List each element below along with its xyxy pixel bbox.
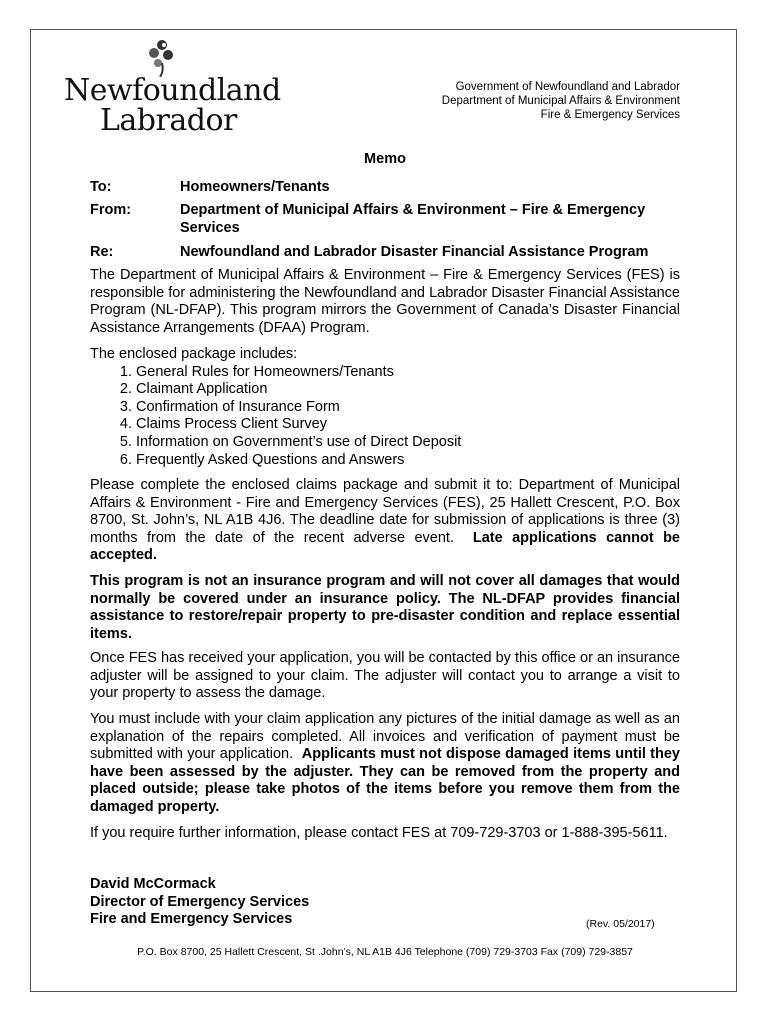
list-item: 4. Claims Process Client Survey <box>136 416 680 434</box>
list-item: 2. Claimant Application <box>136 381 680 399</box>
signature-block <box>90 876 309 929</box>
submission-deadline-warning: Late applications cannot be accepted. <box>90 529 680 564</box>
package-list <box>90 364 680 470</box>
signature-name: David McCormack <box>90 876 216 892</box>
package-list-block <box>90 346 680 469</box>
government-address-block <box>442 80 680 122</box>
from-label: From: <box>90 202 132 218</box>
footer-address: P.O. Box 8700, 25 Hallett Crescent, St .John’s, NL A1B 4J6 Telephone (709) 729-3703 Fax (709) 729-3857 <box>137 946 633 958</box>
logo-text-newfoundland: Newfoundland <box>64 73 281 108</box>
pictures-text: You must include with your claim application any pictures of the initial damage as well as an explanation of the repairs completed. All invoices and verification of payment must be submitted with your application. <box>90 711 680 763</box>
gov-line: Department of Municipal Affairs & Environment <box>441 95 680 107</box>
signature-dept: Fire and Emergency Services <box>90 911 293 928</box>
to-value: Homeowners/Tenants <box>180 179 330 195</box>
logo-text-labrador: Labrador <box>100 103 237 138</box>
re-value: Newfoundland and Labrador Disaster Financial Assistance Program <box>180 244 649 260</box>
paragraph-adjuster: Once FES has received your application, you will be contacted by this office or an insurance adjuster will be assigned to your claim. The adjuster will contact you to arrange a visit to your property to assess the damage. <box>90 650 680 702</box>
gov-line: Fire & Emergency Services <box>540 109 680 121</box>
package-intro: The enclosed package includes: <box>90 346 298 362</box>
list-item: 3. Confirmation of Insurance Form <box>136 399 680 417</box>
memo-title: Memo <box>364 151 406 167</box>
to-label: To: <box>90 179 112 195</box>
disclaimer-text: This program is not an insurance program and will not cover all damages that would normally be covered under an insurance policy. The NL-DFAP provides financial assistance to restore/repair property to pre-disaster condition and replace essential items. <box>90 573 680 642</box>
pitcher-plant-icon <box>142 37 182 77</box>
revision-label: (Rev. 05/2017) <box>586 918 655 930</box>
list-item: 5. Information on Government’s use of Direct Deposit <box>136 434 680 452</box>
paragraph-submission <box>90 477 680 565</box>
paragraph-contact: If you require further information, please contact FES at 709-729-3703 or 1-888-395-5611. <box>90 825 668 841</box>
pictures-warning: Applicants must not dispose damaged items until they have been assessed by the adjuster. They can be removed from the property and placed outside; please take photos of the items before you remove them from the damaged property. <box>90 746 680 815</box>
re-label: Re: <box>90 244 114 260</box>
paragraph-intro: The Department of Municipal Affairs & Environment – Fire & Emergency Services (FES) is responsible for administering the Newfoundland and Labrador Disaster Financial Assistance Program (NL-DFAP). This program mirrors the Government of Canada’s Disaster Financial Assistance Arrangements (DFAA) Program. <box>90 267 680 336</box>
paragraph-disclaimer <box>90 573 680 643</box>
from-value: Department of Municipal Affairs & Environment – Fire & Emergency Services <box>180 202 646 236</box>
list-item: 6. Frequently Asked Questions and Answers <box>136 452 680 470</box>
nl-logo <box>64 37 281 138</box>
gov-line: Government of Newfoundland and Labrador <box>455 81 680 93</box>
submission-text: Please complete the enclosed claims package and submit it to: Department of Municipal Affairs & Environment - Fire and Emergency Services (FES), 25 Hallett Crescent, P.O. Box 8700, St. John’s, NL A1B 4J6. The deadline date for submission of applications is three (3) months from the date of the recent adverse event. <box>90 477 680 546</box>
list-item: 1. General Rules for Homeowners/Tenants <box>136 364 680 382</box>
paragraph-pictures <box>90 711 680 817</box>
signature-title: Director of Emergency Services <box>90 893 310 910</box>
